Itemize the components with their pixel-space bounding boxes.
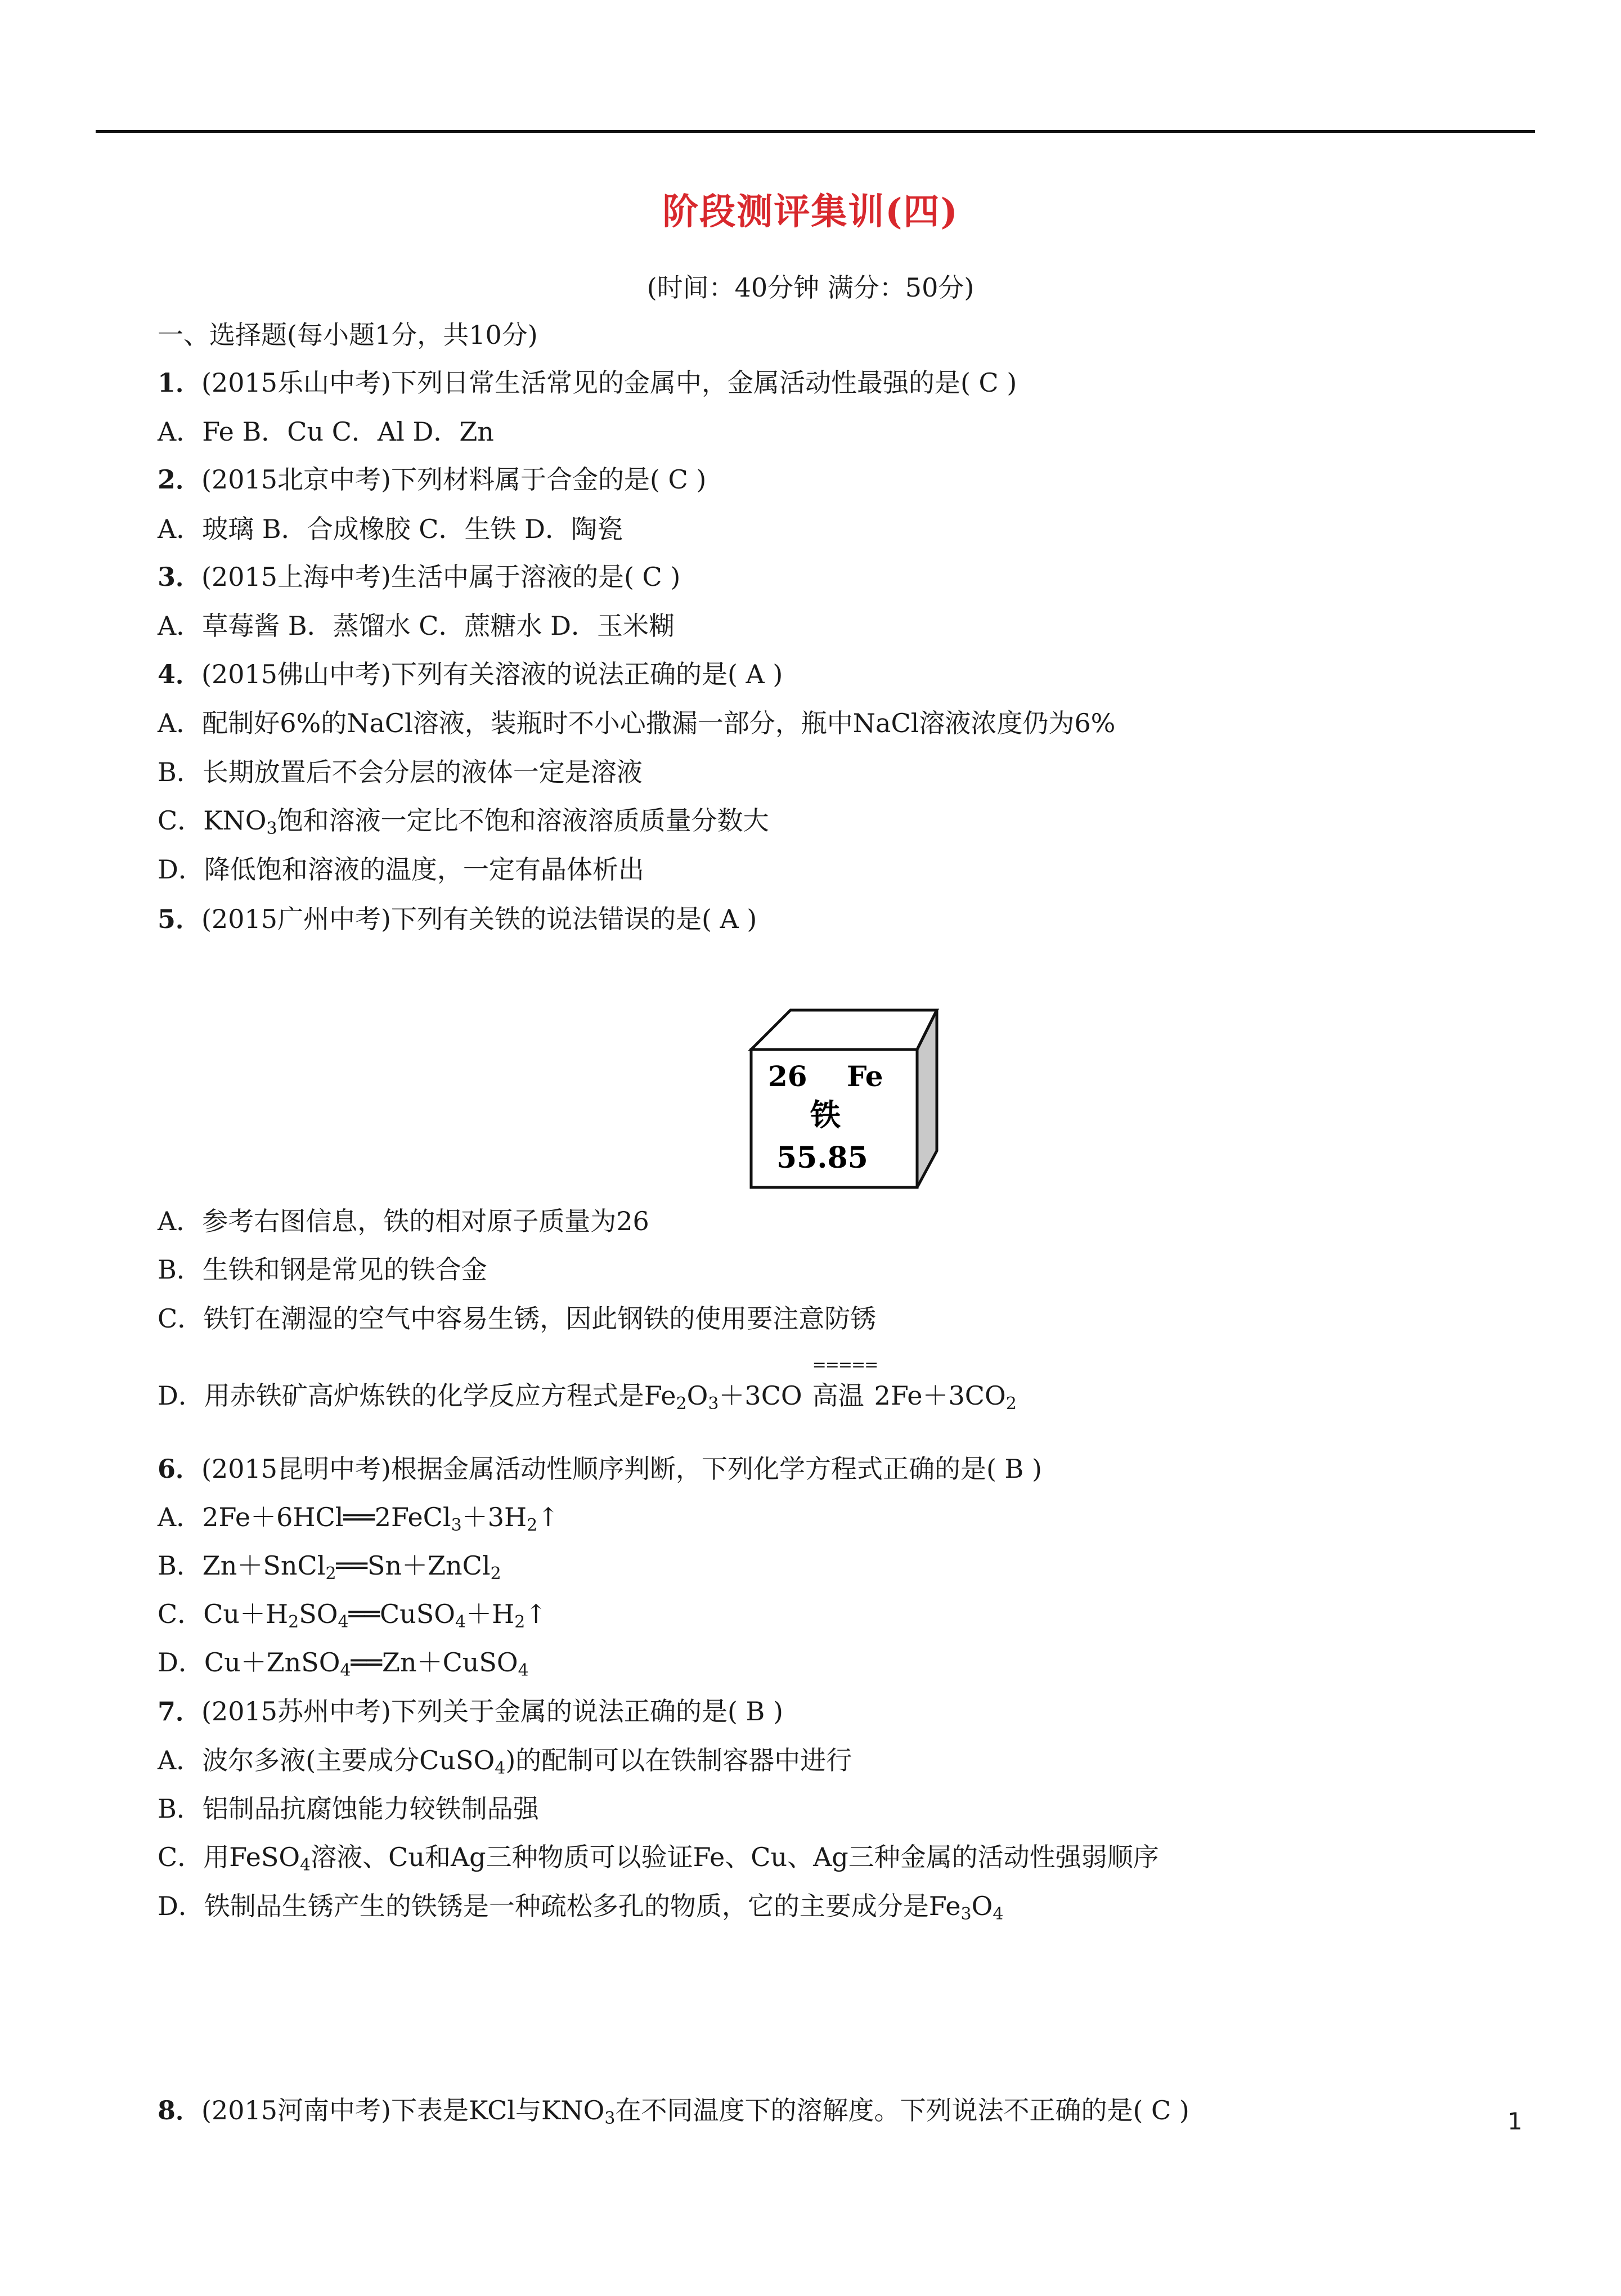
question-2-options: A．玻璃 B．合成橡胶 C．生铁 D．陶瓷 bbox=[158, 514, 623, 544]
question-7-option-a: A．波尔多液(主要成分CuSO$_4$)的配制可以在铁制容器中进行 bbox=[158, 1745, 852, 1778]
element-symbol: Fe bbox=[847, 1060, 883, 1093]
condition-text: 高温 bbox=[812, 1380, 864, 1411]
question-1-options: A．Fe B．Cu C．Al D．Zn bbox=[158, 416, 494, 447]
question-stem: 在不同温度下的溶解度。下列说法不正确的是( C ) bbox=[615, 2095, 1189, 2125]
question-stem: (2015佛山中考)下列有关溶液的说法正确的是( A ) bbox=[201, 659, 783, 689]
page-number: 1 bbox=[1507, 2107, 1523, 2135]
question-number: 7． bbox=[158, 1696, 202, 1727]
question-stem: (2015昆明中考)根据金属活动性顺序判断，下列化学方程式正确的是( B ) bbox=[201, 1454, 1042, 1484]
question-8 bbox=[158, 2093, 1189, 2127]
equals-sign: ===== bbox=[812, 1355, 878, 1375]
periodic-element-cube bbox=[748, 1007, 940, 1193]
option-text: D．用赤铁矿高炉炼铁的化学反应方程式是 bbox=[158, 1380, 644, 1411]
question-4-option-a: A．配制好6%的NaCl溶液，装瓶时不小心撒漏一部分，瓶中NaCl溶液浓度仍为6% bbox=[158, 708, 1116, 738]
question-number: 1． bbox=[158, 367, 202, 398]
option-text: 饱和溶液一定比不饱和溶液溶质质量分数大 bbox=[277, 805, 769, 836]
question-5-option-d: D．用赤铁矿高炉炼铁的化学反应方程式是$Fe_2O_3+3CO$ ===== 高温 $2Fe+3CO_2$ bbox=[158, 1379, 1017, 1412]
question-7-option-d: D．铁制品生锈产生的铁锈是一种疏松多孔的物质，它的主要成分是$Fe_3O_4$ bbox=[158, 1891, 1004, 1924]
question-5-option-c: C．铁钉在潮湿的空气中容易生锈，因此钢铁的使用要注意防锈 bbox=[158, 1303, 877, 1334]
question-6-option-c: C．$Cu+H_2SO_4══CuSO_4+H_2↑$ bbox=[158, 1599, 547, 1632]
question-stem: (2015乐山中考)下列日常生活常见的金属中，金属活动性最强的是( C ) bbox=[201, 367, 1017, 398]
question-4 bbox=[158, 657, 783, 691]
page-title: 阶段测评集训(四) bbox=[662, 191, 959, 233]
subscript: 3 bbox=[266, 819, 277, 838]
question-7-option-c: C．用FeSO$_4$溶液、Cu和Ag三种物质可以验证Fe、Cu、Ag三种金属的活动性强弱顺序 bbox=[158, 1842, 1159, 1875]
question-3-options: A．草莓酱 B．蒸馏水 C．蔗糖水 D．玉米糊 bbox=[158, 611, 675, 641]
question-7 bbox=[158, 1694, 783, 1728]
subscript: 3 bbox=[604, 2109, 616, 2128]
question-5-option-a: A．参考右图信息，铁的相对原子质量为26 bbox=[158, 1206, 649, 1236]
question-6-option-d: D．Cu＋ZnSO$_4$══Zn＋CuSO$_4$ bbox=[158, 1647, 529, 1680]
question-4-option-d: D．降低饱和溶液的温度，一定有晶体析出 bbox=[158, 854, 644, 885]
question-stem: (2015河南中考)下表是KCl与KNO bbox=[201, 2095, 605, 2125]
question-3 bbox=[158, 560, 680, 594]
question-7-option-b: B．铝制品抗腐蚀能力较铁制品强 bbox=[158, 1793, 539, 1824]
question-6-option-b: B．Zn＋SnCl$_2$══Sn＋ZnCl$_2$ bbox=[158, 1550, 501, 1584]
question-5-option-b: B．生铁和钢是常见的铁合金 bbox=[158, 1254, 487, 1285]
question-2 bbox=[158, 463, 706, 496]
question-5 bbox=[158, 902, 757, 936]
question-number: 8． bbox=[158, 2095, 202, 2125]
element-name: 铁 bbox=[810, 1097, 841, 1133]
question-number: 2． bbox=[158, 464, 202, 495]
exam-info: (时间：40分钟 满分：50分) bbox=[646, 272, 975, 303]
question-number: 3． bbox=[158, 562, 202, 592]
question-4-option-c bbox=[158, 804, 769, 837]
question-stem: (2015广州中考)下列有关铁的说法错误的是( A ) bbox=[201, 904, 757, 934]
atomic-number: 26 bbox=[768, 1060, 807, 1093]
question-number: 6． bbox=[158, 1454, 202, 1484]
question-6 bbox=[158, 1452, 1042, 1486]
question-6-option-a: A．$2Fe+6HCl══2FeCl_3+3H_2↑$ bbox=[158, 1502, 559, 1535]
question-4-option-b: B．长期放置后不会分层的液体一定是溶液 bbox=[158, 757, 643, 787]
question-stem: (2015上海中考)生活中属于溶液的是( C ) bbox=[201, 562, 681, 592]
question-stem: (2015苏州中考)下列关于金属的说法正确的是( B ) bbox=[201, 1696, 783, 1727]
atomic-mass: 55.85 bbox=[776, 1141, 868, 1175]
question-number: 5． bbox=[158, 904, 202, 934]
question-1 bbox=[158, 366, 1017, 400]
header-rule bbox=[96, 130, 1535, 133]
question-stem: (2015北京中考)下列材料属于合金的是( C ) bbox=[201, 464, 707, 495]
question-number: 4． bbox=[158, 659, 202, 689]
section-heading: 一、选择题(每小题1分，共10分) bbox=[158, 320, 538, 350]
reaction-condition bbox=[812, 1355, 878, 1412]
option-text: C．KNO bbox=[158, 805, 267, 836]
